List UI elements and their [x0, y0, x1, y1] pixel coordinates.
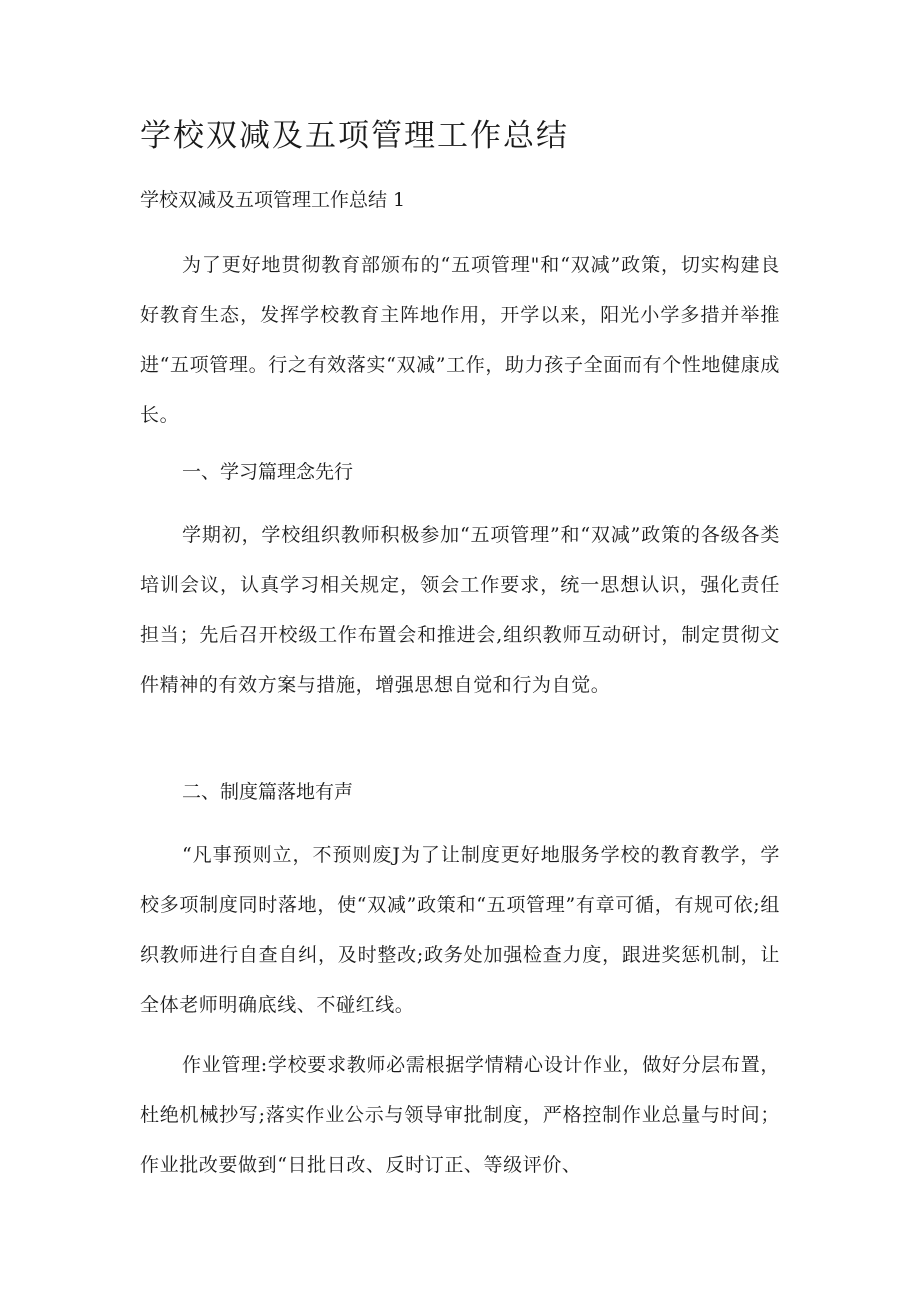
section-1-paragraph: 学期初，学校组织教师积极参加“五项管理”和“双减”政策的各级各类培训会议，认真学习相关规定，领会工作要求，统一思想认识，强化责任担当；先后召开校级工作布置会和推进会,组织教师互动研讨，制定贯彻文件精神的有效方案与措施，增强思想自觉和行为自觉。 [140, 524, 780, 696]
homework-paragraph: 作业管理:学校要求教师必需根据学情精心设计作业，做好分层布置，杜绝机械抄写;落实作业公示与领导审批制度，严格控制作业总量与时间；作业批改要做到“日批日改、反时订正、等级评价、 [140, 1054, 780, 1176]
document-subtitle: 学校双减及五项管理工作总结 1 [140, 189, 406, 211]
intro-paragraph: 为了更好地贯彻教育部颁布的“五项管理"和“双减”政策，切实构建良好教育生态，发挥学校教育主阵地作用，开学以来，阳光小学多措并举推进“五项管理。行之有效落实“双减”工作，助力孩子全面而有个性地健康成长。 [140, 254, 780, 426]
section-2-heading: 二、制度篇落地有声 [182, 781, 354, 803]
section-2-paragraph: “凡事预则立，不预则废J为了让制度更好地服务学校的教育教学，学校多项制度同时落地，使“双减”政策和“五项管理”有章可循，有规可依;组织教师进行自查自纠，及时整改;政务处加强检查力度，跟进奖惩机制，让全体老师明确底线、不碰红线。 [140, 844, 780, 1016]
section-1-heading: 一、学习篇理念先行 [182, 461, 354, 483]
document-title: 学校双减及五项管理工作总结 [140, 118, 569, 154]
